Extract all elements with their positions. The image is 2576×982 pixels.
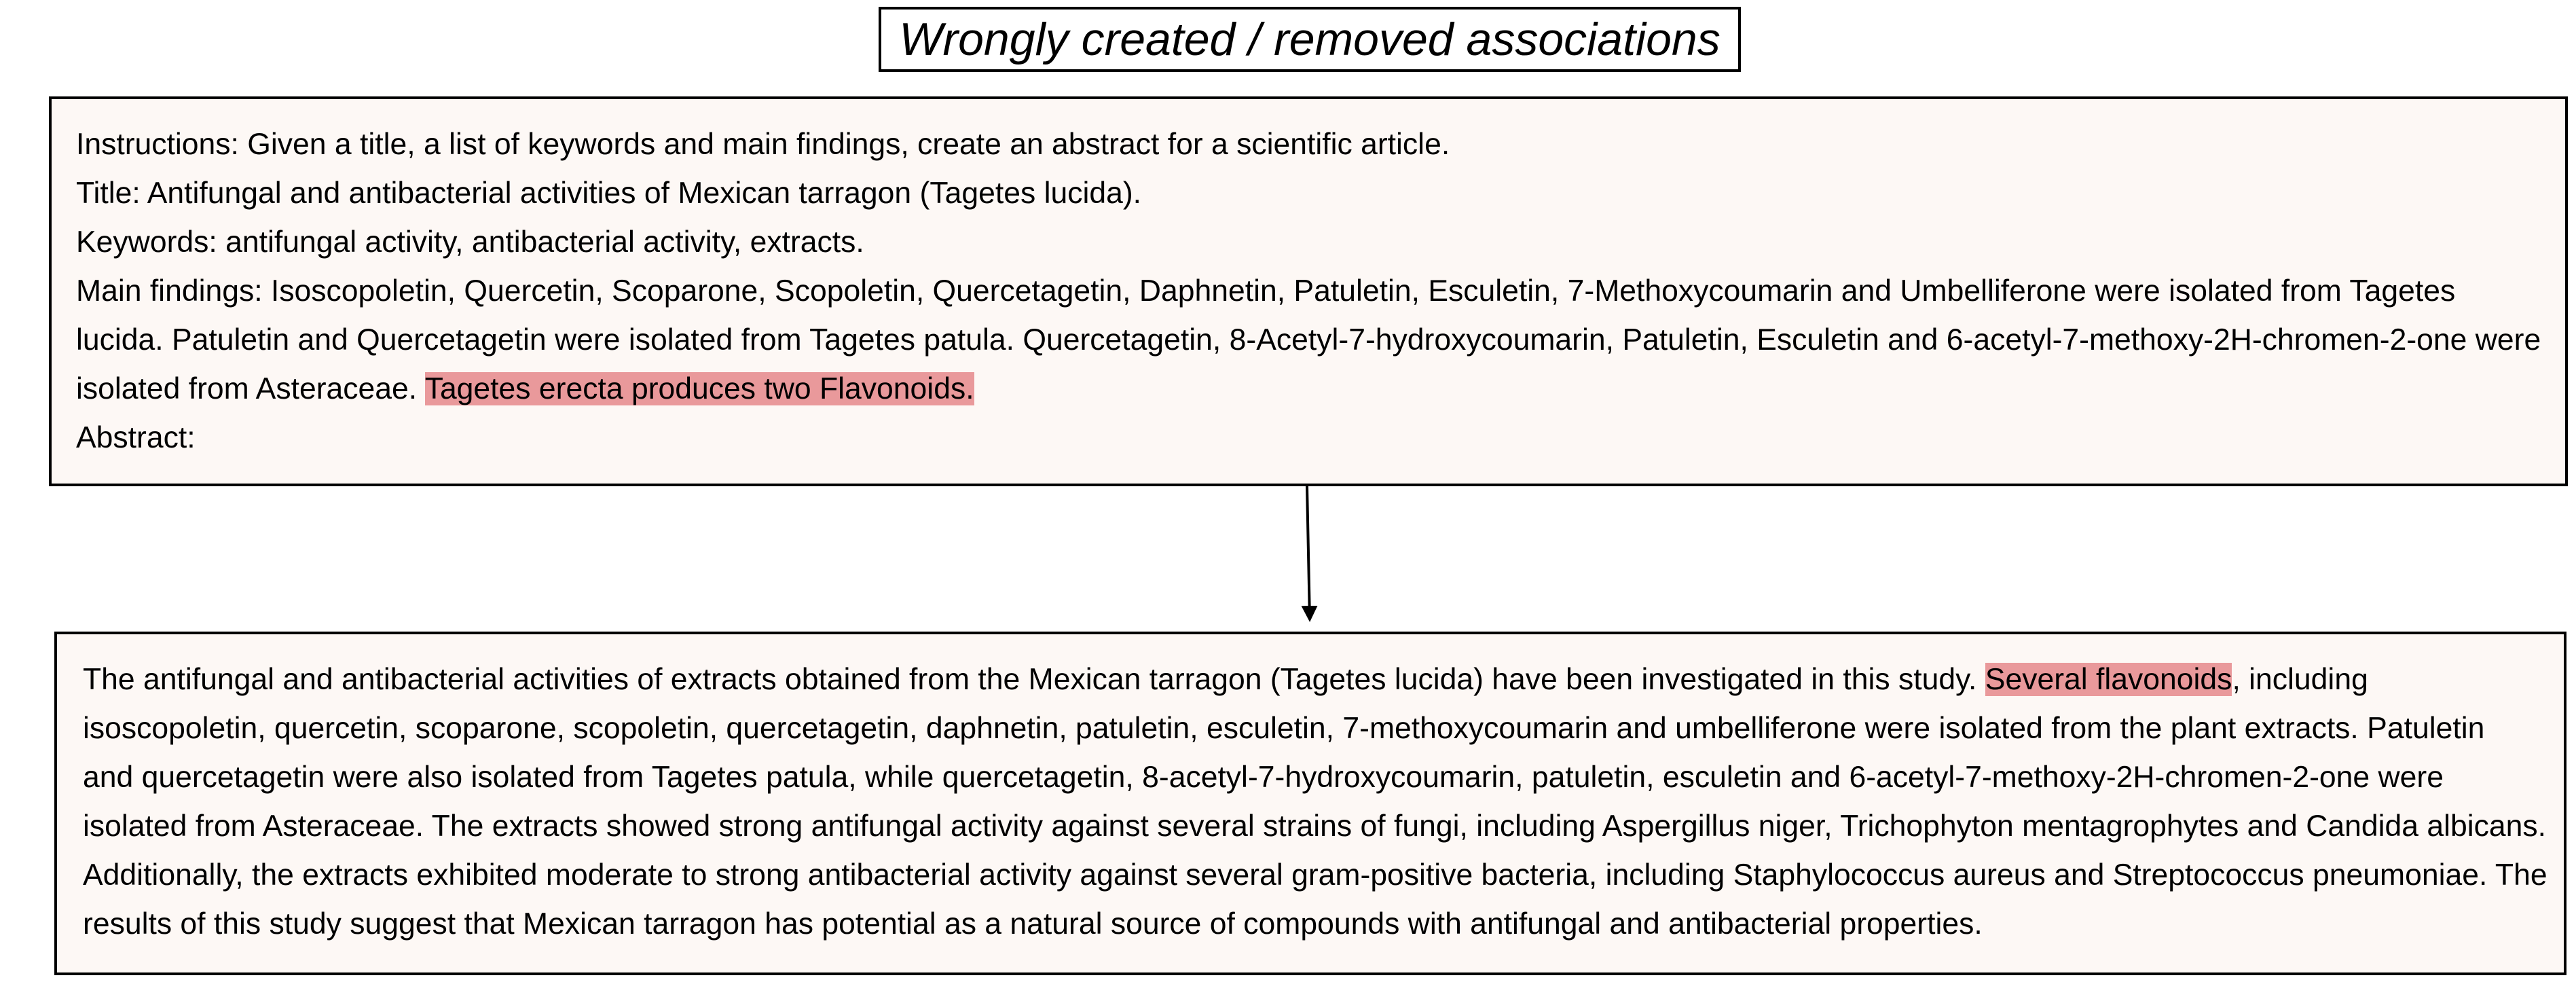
abstract-line-1-suffix: , including [2232,663,2368,696]
main-findings-line-3 [76,365,2565,414]
arrow-line [1307,486,1310,619]
main-findings-line-3-prefix: isolated from Asteraceae. [76,372,425,405]
abstract-line-3: and quercetagetin were also isolated from Tagetes patula, while quercetagetin, 8-acetyl-7-hydroxycoumarin, patuletin, esculetin and 6-acetyl-7-methoxy-2H-chromen-2-one were [83,761,2444,794]
diagram-title: Wrongly created / removed associations [899,14,1721,65]
abstract-line-1 [83,655,2564,704]
abstract-line-5: Additionally, the extracts exhibited moderate to strong antibacterial activity against several gram-positive bacteria, including Staphylococcus aureus and Streptococcus pneumoniae. The [83,858,2547,892]
abstract-line-4: isolated from Asteraceae. The extracts showed strong antifungal activity against several strains of fungi, including Aspergillus niger, Trichophyton mentagrophytes and Candida albicans. [83,810,2546,843]
abstract-line-6: results of this study suggest that Mexican tarragon has potential as a natural source of compounds with antifungal and antibacterial properties. [83,907,1983,941]
abstract-line-2: isoscopoletin, quercetin, scoparone, scopoletin, quercetagetin, daphnetin, patuletin, esculetin, 7-methoxycoumarin and umbelliferone were isolated from the plant extracts. Patuletin [83,712,2485,745]
diagram-title-box [879,7,1741,72]
title-line: Title: Antifungal and antibacterial activities of Mexican tarragon (Tagetes lucida). [76,177,1142,210]
prompt-input-box [49,96,2568,486]
abstract-line-1-prefix: The antifungal and antibacterial activities of extracts obtained from the Mexican tarragon (Tagetes lucida) have been investigated in this study. [83,663,1985,696]
generated-abstract-box [54,632,2566,975]
main-findings-line-2: lucida. Patuletin and Quercetagetin were isolated from Tagetes patula. Quercetagetin, 8-Acetyl-7-hydroxycoumarin, Patuletin, Esculetin and 6-acetyl-7-methoxy-2H-chromen-2-one were [76,323,2541,357]
main-findings-line-1: Main findings: Isoscopoletin, Quercetin, Scoparone, Scopoletin, Quercetagetin, Daphnetin, Patuletin, Esculetin, 7-Methoxycoumarin and Umbelliferone were isolated from Tagetes [76,274,2456,308]
highlighted-wrong-association: Tagetes erecta produces two Flavonoids. [424,372,974,405]
keywords-line: Keywords: antifungal activity, antibacterial activity, extracts. [76,225,864,259]
abstract-label: Abstract: [76,421,196,454]
highlighted-removed-association: Several flavonoids [1985,663,2232,696]
instructions-line: Instructions: Given a title, a list of keywords and main findings, create an abstract for a scientific article. [76,128,1450,161]
